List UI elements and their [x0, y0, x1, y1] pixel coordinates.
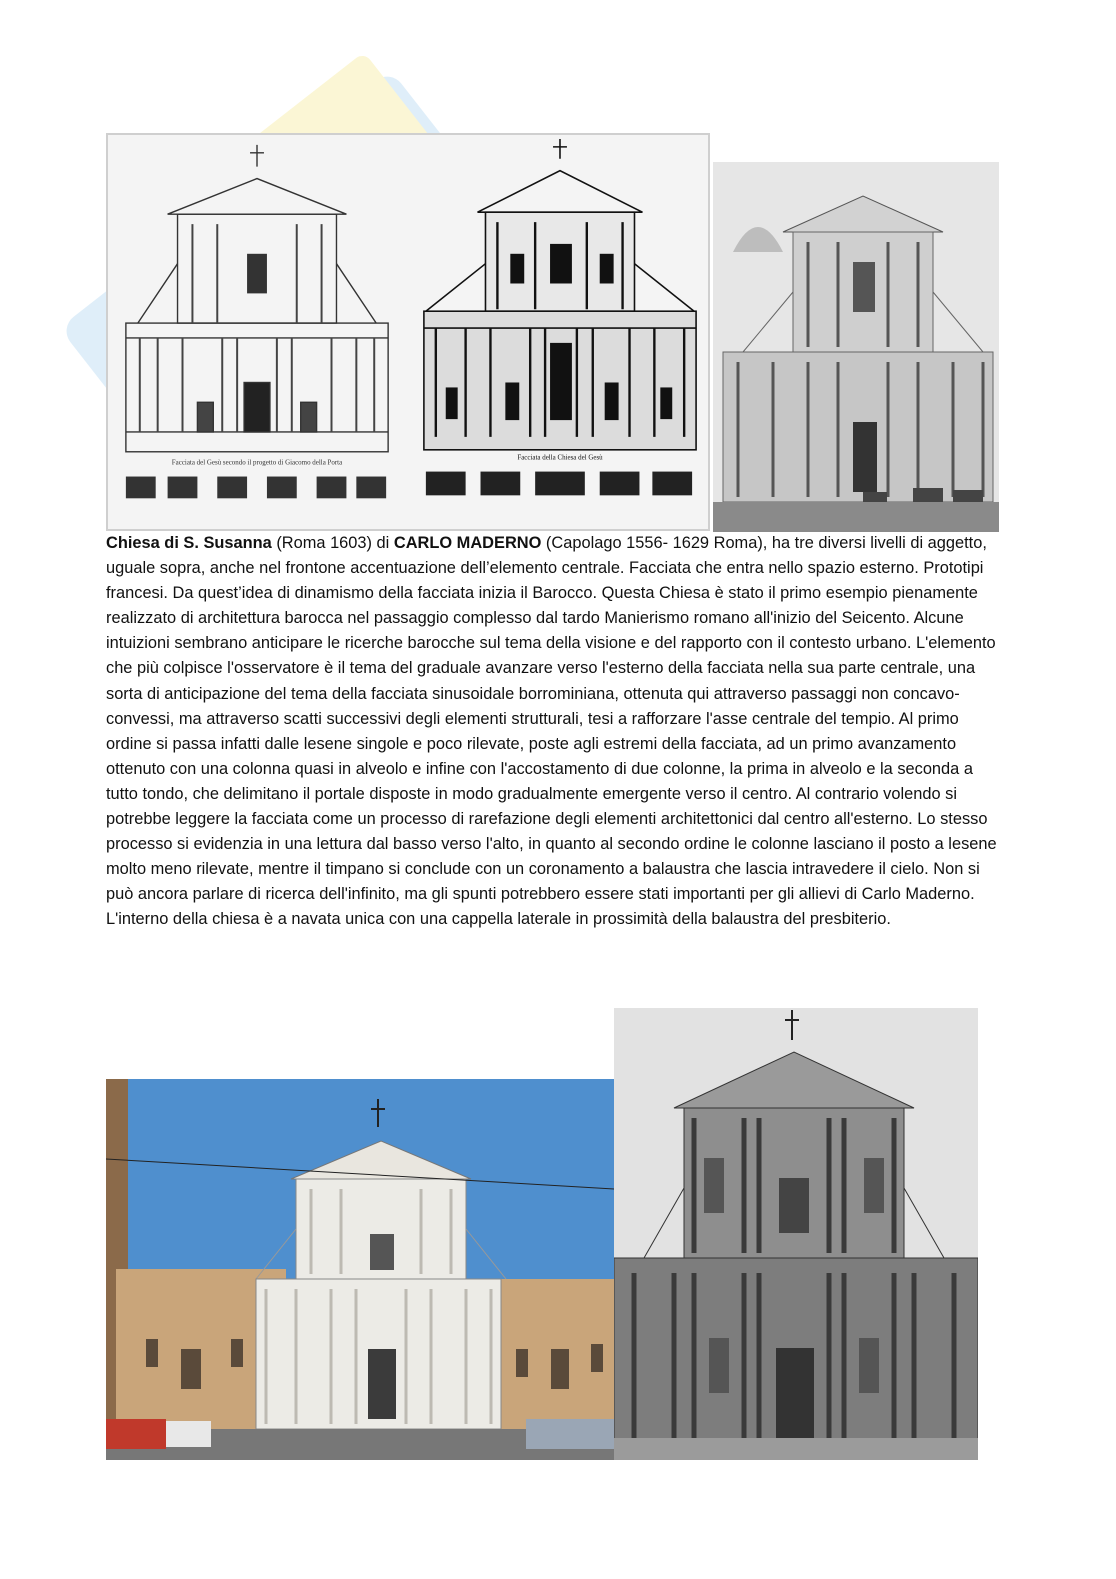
architect-name: CARLO MADERNO: [393, 534, 542, 552]
facade-photo-bw-top: [713, 162, 999, 532]
facade-drawings-figure: [106, 133, 710, 531]
drawing-caption-left: Facciata del Gesù secondo il progetto di Giacomo della Porta: [171, 458, 343, 467]
title-place: (Roma 1603) di: [271, 534, 394, 552]
drawing-caption-right: Facciata della Chiesa del Gesù: [517, 453, 603, 462]
body-paragraph: [106, 531, 1006, 933]
church-title: Chiesa di S. Susanna: [106, 534, 272, 552]
facade-photo-color: [106, 1079, 614, 1460]
facade-photo-bw-bottom: [614, 1008, 978, 1460]
paragraph-body: (Capolago 1556- 1629 Roma), ha tre diversi livelli di aggetto, uguale sopra, anche nel frontone accentuazione dell’elemento centrale. Facciata che entra nello spazio esterno. Prototipi francesi. Da quest’idea di dinamismo della facciata inizia il Barocco. Questa Chiesa è stato il primo esempio pienamente realizzato di architettura barocca nel passaggio complesso dal tardo Manierismo romano all'inizio del Seicento. Alcune intuizioni sembrano anticipare le ricerche barocche sul tema della visione e del rapporto con il contesto urbano. L'elemento che più colpisce l'osservatore è il tema del graduale avanzare verso l'esterno della facciata nella sua parte centrale, una sorta di anticipazione del tema della facciata sinusoidale borrominiana, ottenuta qui attraverso passaggi non concavo-convessi, ma attraverso scatti successivi degli elementi strutturali, tesi a rafforzare l'asse centrale del tempio. Al primo ordine si passa infatti dalle lesene singole e poco rilevate, poste agli estremi della facciata, ad un primo avanzamento ottenuto con una colonna quasi in alveolo e infine con l'accostamento di due colonne, la prima in alveolo e la seconda a tutto tondo, che delimitano il portale disposte in modo gradualmente emergente verso il centro. Al contrario volendo si potrebbe leggere la facciata come un processo di rarefazione degli elementi architettonici dal centro all'esterno. Lo stesso processo si evidenzia in una lettura dal basso verso l'alto, in quanto al secondo ordine le colonne lasciano il posto a lesene molto meno rilevate, mentre il timpano si conclude con un coronamento a balaustra che lascia intravedere il cielo. Non si può ancora parlare di ricerca dell'infinito, ma gli spunti potrebbero essere stati importanti per gli allievi di Carlo Maderno. L'interno della chiesa è a navata unica con una cappella laterale in prossimità della balaustra del presbiterio.: [106, 534, 997, 929]
